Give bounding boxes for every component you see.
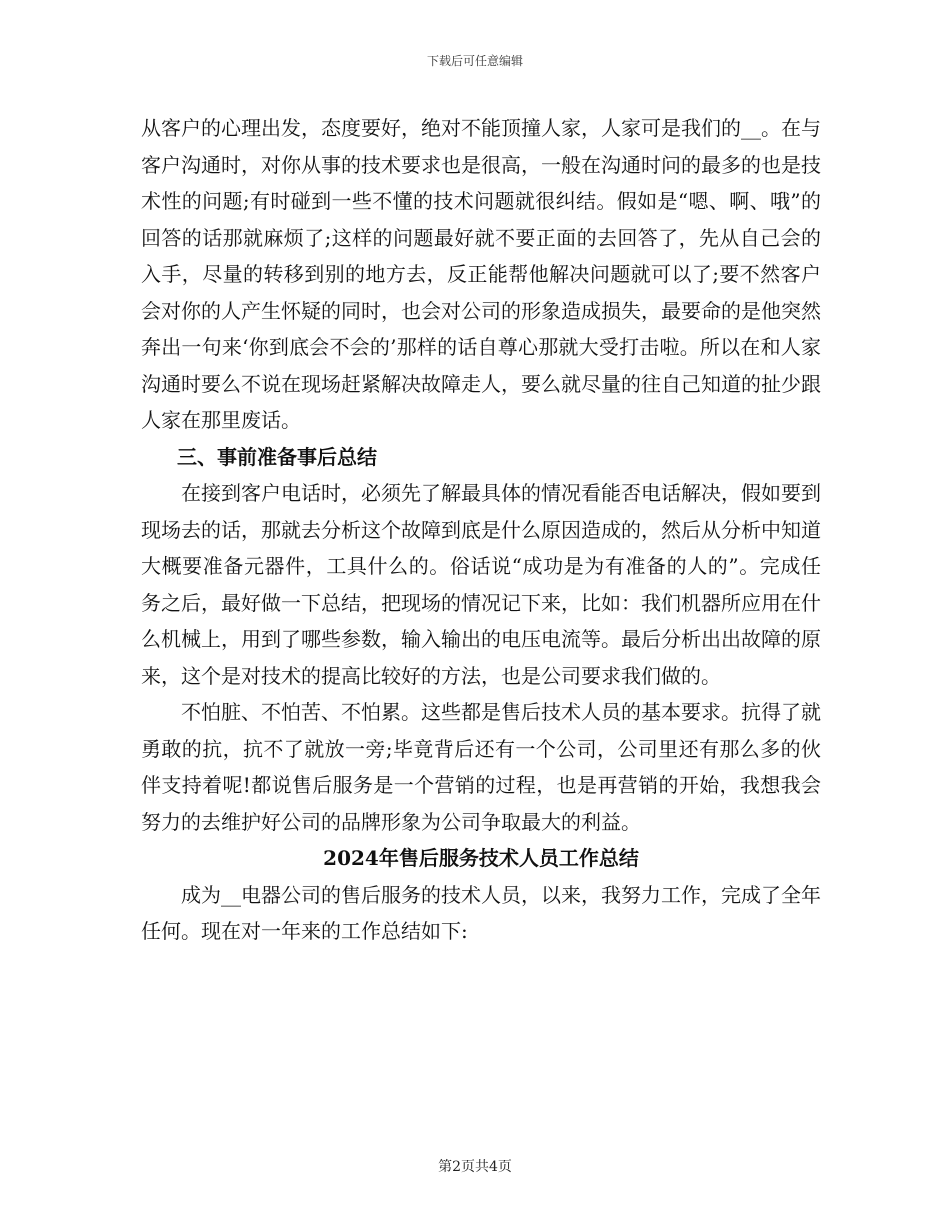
- page-header: 下载后可任意编辑: [426, 54, 523, 68]
- page-footer: 第2页共4页: [438, 1159, 512, 1175]
- paragraph-intro-2024: 成为__电器公司的售后服务的技术人员，以来，我努力工作，完成了全年任何。现在对一年来的工作总结如下:: [141, 882, 821, 943]
- paragraph-attitude: 不怕脏、不怕苦、不怕累。这些都是售后技术人员的基本要求。抗得了就勇敢的抗，抗不了就放一旁;毕竟背后还有一个公司，公司里还有那么多的伙伴支持着呢!都说售后服务是一个营销的过程，也是再营销的开始，我想我会努力的去维护好公司的品牌形象为公司争取最大的利益。: [141, 700, 821, 834]
- document-body: [141, 110, 821, 950]
- paragraph-customer-communication: 从客户的心理出发，态度要好，绝对不能顶撞人家，人家可是我们的__。在与客户沟通时，对你从事的技术要求也是很高，一般在沟通时问的最多的也是技术性的问题;有时碰到一些不懂的技术问题就很纠结。假如是“嗯、啊、哦”的回答的话那就麻烦了;这样的问题最好就不要正面的去回答了，先从自己会的入手，尽量的转移到别的地方去，反正能帮他解决问题就可以了;要不然客户会对你的人产生怀疑的同时，也会对公司的形象造成损失，最要命的是他突然奔出一句来‘你到底会不会的’那样的话自尊心那就大受打击啦。所以在和人家沟通时要么不说在现场赶紧解决故障走人，要么就尽量的往自己知道的扯少跟人家在那里废话。: [141, 116, 821, 432]
- section-heading-preparation: 三、事前准备事后总结: [177, 444, 377, 469]
- paragraph-preparation: 在接到客户电话时，必须先了解最具体的情况看能否电话解决，假如要到现场去的话，那就去分析这个故障到底是什么原因造成的，然后从分析中知道大概要准备元器件，工具什么的。俗话说“成功是为有准备的人的”。完成任务之后，最好做一下总结，把现场的情况记下来，比如：我们机器所应用在什么机械上，用到了哪些参数，输入输出的电压电流等。最后分析出出故障的原来，这个是对技术的提高比较好的方法，也是公司要求我们做的。: [141, 481, 821, 688]
- document-title-2024: 2024年售后服务技术人员工作总结: [323, 846, 639, 870]
